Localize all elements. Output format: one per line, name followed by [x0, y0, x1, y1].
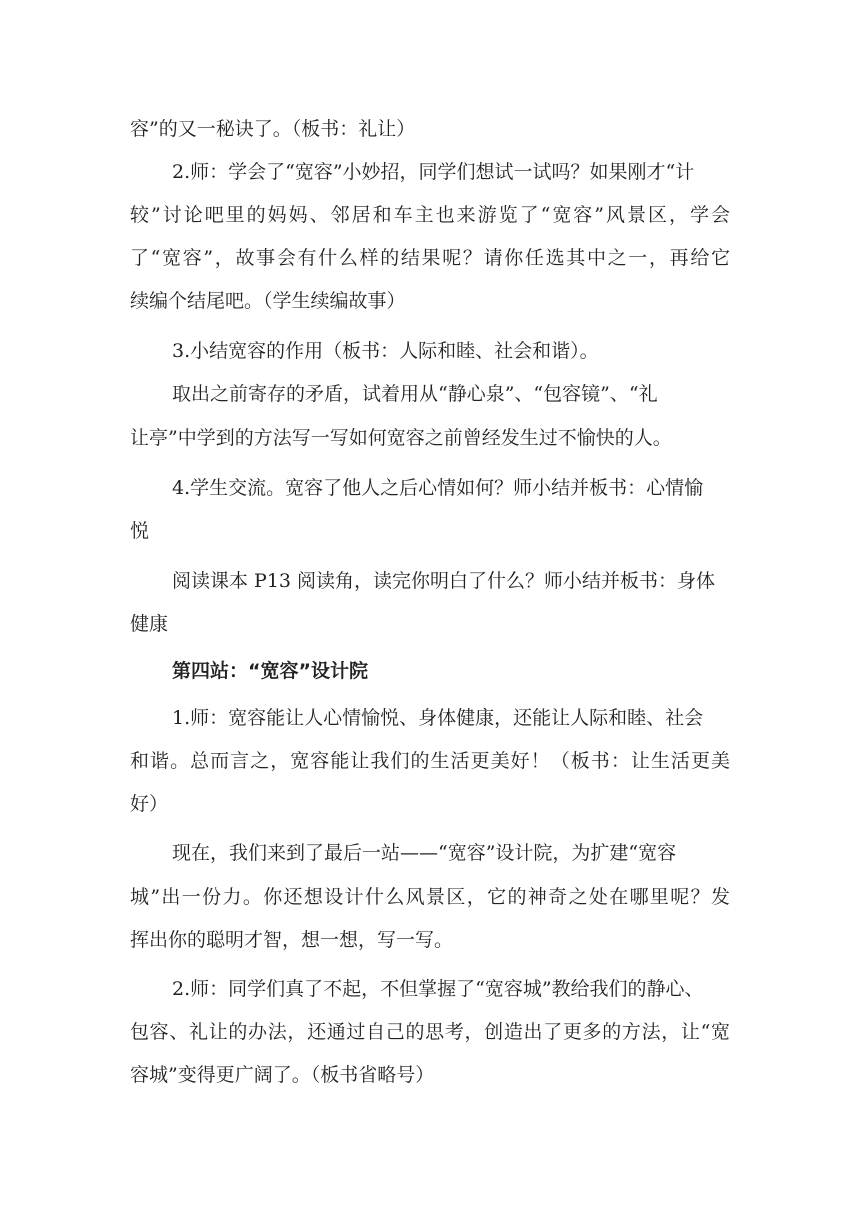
text-line: 健康 — [130, 613, 169, 635]
paragraph-line: 3.小结宽容的作用（板书：人际和睦、社会和谐）。 — [172, 340, 599, 362]
text-line: 了“宽容”，故事会有什么样的结果呢？请你任选其中之一，再给它 — [130, 247, 730, 269]
section-heading: 第四站：“宽容”设计院 — [172, 660, 368, 682]
text-line: 容城”变得更广阔了。（板书省略号） — [130, 1064, 435, 1086]
text-line: 好） — [130, 793, 169, 815]
text-line: 包容、礼让的办法，还通过自己的思考，创造出了更多的方法，让“宽 — [130, 1021, 730, 1043]
paragraph-line: 1.师：宽容能让人心情愉悦、身体健康，还能让人际和睦、社会 — [172, 707, 704, 729]
paragraph-line: 4.学生交流。宽容了他人之后心情如何？师小结并板书：心情愉 — [172, 477, 704, 499]
text-line: 挥出你的聪明才智，想一想，写一写。 — [130, 929, 454, 951]
paragraph-line: 2.师：学会了“宽容”小妙招，同学们想试一试吗？如果刚才“计 — [172, 161, 695, 183]
text-line: 悦 — [130, 520, 150, 542]
paragraph-line: 取出之前寄存的矛盾，试着用从“静心泉”、“包容镜”、“礼 — [172, 383, 658, 405]
text-line: 续编个结尾吧。（学生续编故事） — [130, 290, 406, 312]
text-line: 较”讨论吧里的妈妈、邻居和车主也来游览了“宽容”风景区，学会 — [130, 204, 730, 226]
paragraph-line: 阅读课本 P13 阅读角，读完你明白了什么？师小结并板书：身体 — [172, 570, 716, 592]
paragraph-line: 现在，我们来到了最后一站——“宽容”设计院，为扩建“宽容 — [172, 842, 677, 864]
text-line: 让亭”中学到的方法写一写如何宽容之前曾经发生过不愉快的人。 — [130, 427, 672, 449]
text-line: 和谐。总而言之，宽容能让我们的生活更美好！（板书：让生活更美 — [130, 750, 730, 772]
paragraph-line: 2.师：同学们真了不起，不但掌握了“宽容城”教给我们的静心、 — [172, 978, 704, 1000]
text-line: 容”的又一秘诀了。（板书：礼让） — [130, 118, 416, 140]
text-line: 城”出一份力。你还想设计什么风景区，它的神奇之处在哪里呢？发 — [130, 886, 730, 908]
